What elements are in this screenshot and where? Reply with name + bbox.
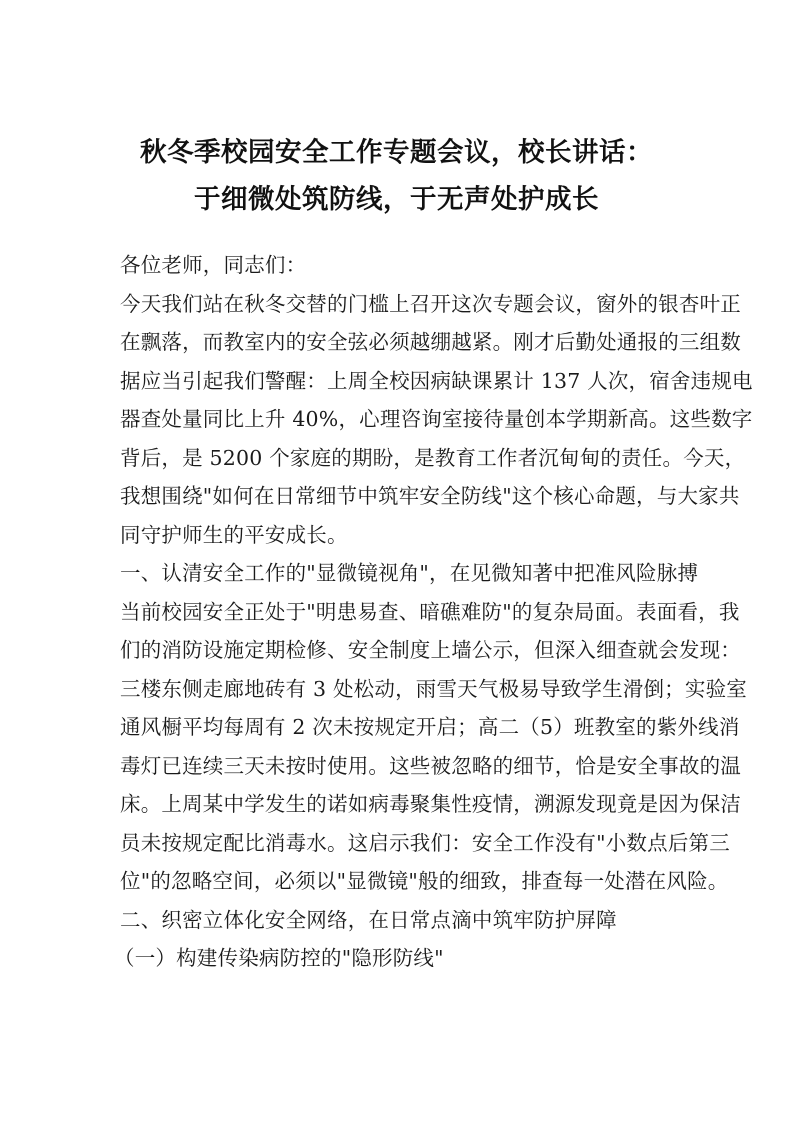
section-heading-2: 二、织密立体化安全网络，在日常点滴中筑牢防护屏障 (120, 907, 617, 932)
paragraph-line: 床。上周某中学发生的诺如病毒聚集性疫情，溯源发现竟是因为保洁 (120, 792, 741, 816)
subsection-heading-1: （一）构建传染病防控的"隐形防线" (114, 946, 444, 970)
paragraph-line: 在飘落，而教室内的安全弦必须越绷越紧。刚才后勤处通报的三组数 (120, 330, 741, 354)
document-title-line-2: 于细微处筑防线，于无声处护成长 (194, 184, 599, 215)
paragraph-line: 毒灯已连续三天未按时使用。这些被忽略的细节，恰是安全事故的温 (120, 753, 741, 778)
paragraph-line: 背后，是 5200 个家庭的期盼，是教育工作者沉甸甸的责任。今天， (120, 445, 746, 470)
section-heading-1: 一、认清安全工作的"显微镜视角"，在见微知著中把准风险脉搏 (120, 561, 699, 585)
paragraph-line: 们的消防设施定期检修、安全制度上墙公示，但深入细查就会发现： (120, 638, 741, 662)
paragraph-line: 通风橱平均每周有 2 次未按规定开启；高二（5）班教室的紫外线消 (120, 715, 740, 739)
salutation: 各位老师，同志们： (120, 253, 307, 277)
paragraph-line: 三楼东侧走廊地砖有 3 处松动，雨雪天气极易导致学生滑倒；实验室 (120, 676, 747, 701)
paragraph-line: 当前校园安全正处于"明患易查、暗礁难防"的复杂局面。表面看，我 (120, 599, 740, 624)
paragraph-intro (120, 285, 753, 555)
paragraph-line: 员未按规定配比消毒水。这启示我们：安全工作没有"小数点后第三 (120, 830, 730, 855)
paragraph-line: 今天我们站在秋冬交替的门槛上召开这次专题会议，窗外的银杏叶正 (120, 291, 741, 316)
paragraph-section-1 (120, 593, 747, 901)
document-title-line-1: 秋冬季校园安全工作专题会议，校长讲话： (140, 137, 653, 168)
paragraph-line: 同守护师生的平安成长。 (120, 522, 348, 547)
paragraph-line: 器查处量同比上升 40%，心理咨询室接待量创本学期新高。这些数字 (120, 407, 753, 431)
paragraph-line: 我想围绕"如何在日常细节中筑牢安全防线"这个核心命题，与大家共 (120, 484, 740, 508)
paragraph-line: 位"的忽略空间，必须以"显微镜"般的细致，排查每一处潜在风险。 (120, 869, 729, 893)
paragraph-line: 据应当引起我们警醒：上周全校因病缺课累计 137 人次，宿舍违规电 (120, 368, 753, 393)
document-body (114, 246, 753, 978)
